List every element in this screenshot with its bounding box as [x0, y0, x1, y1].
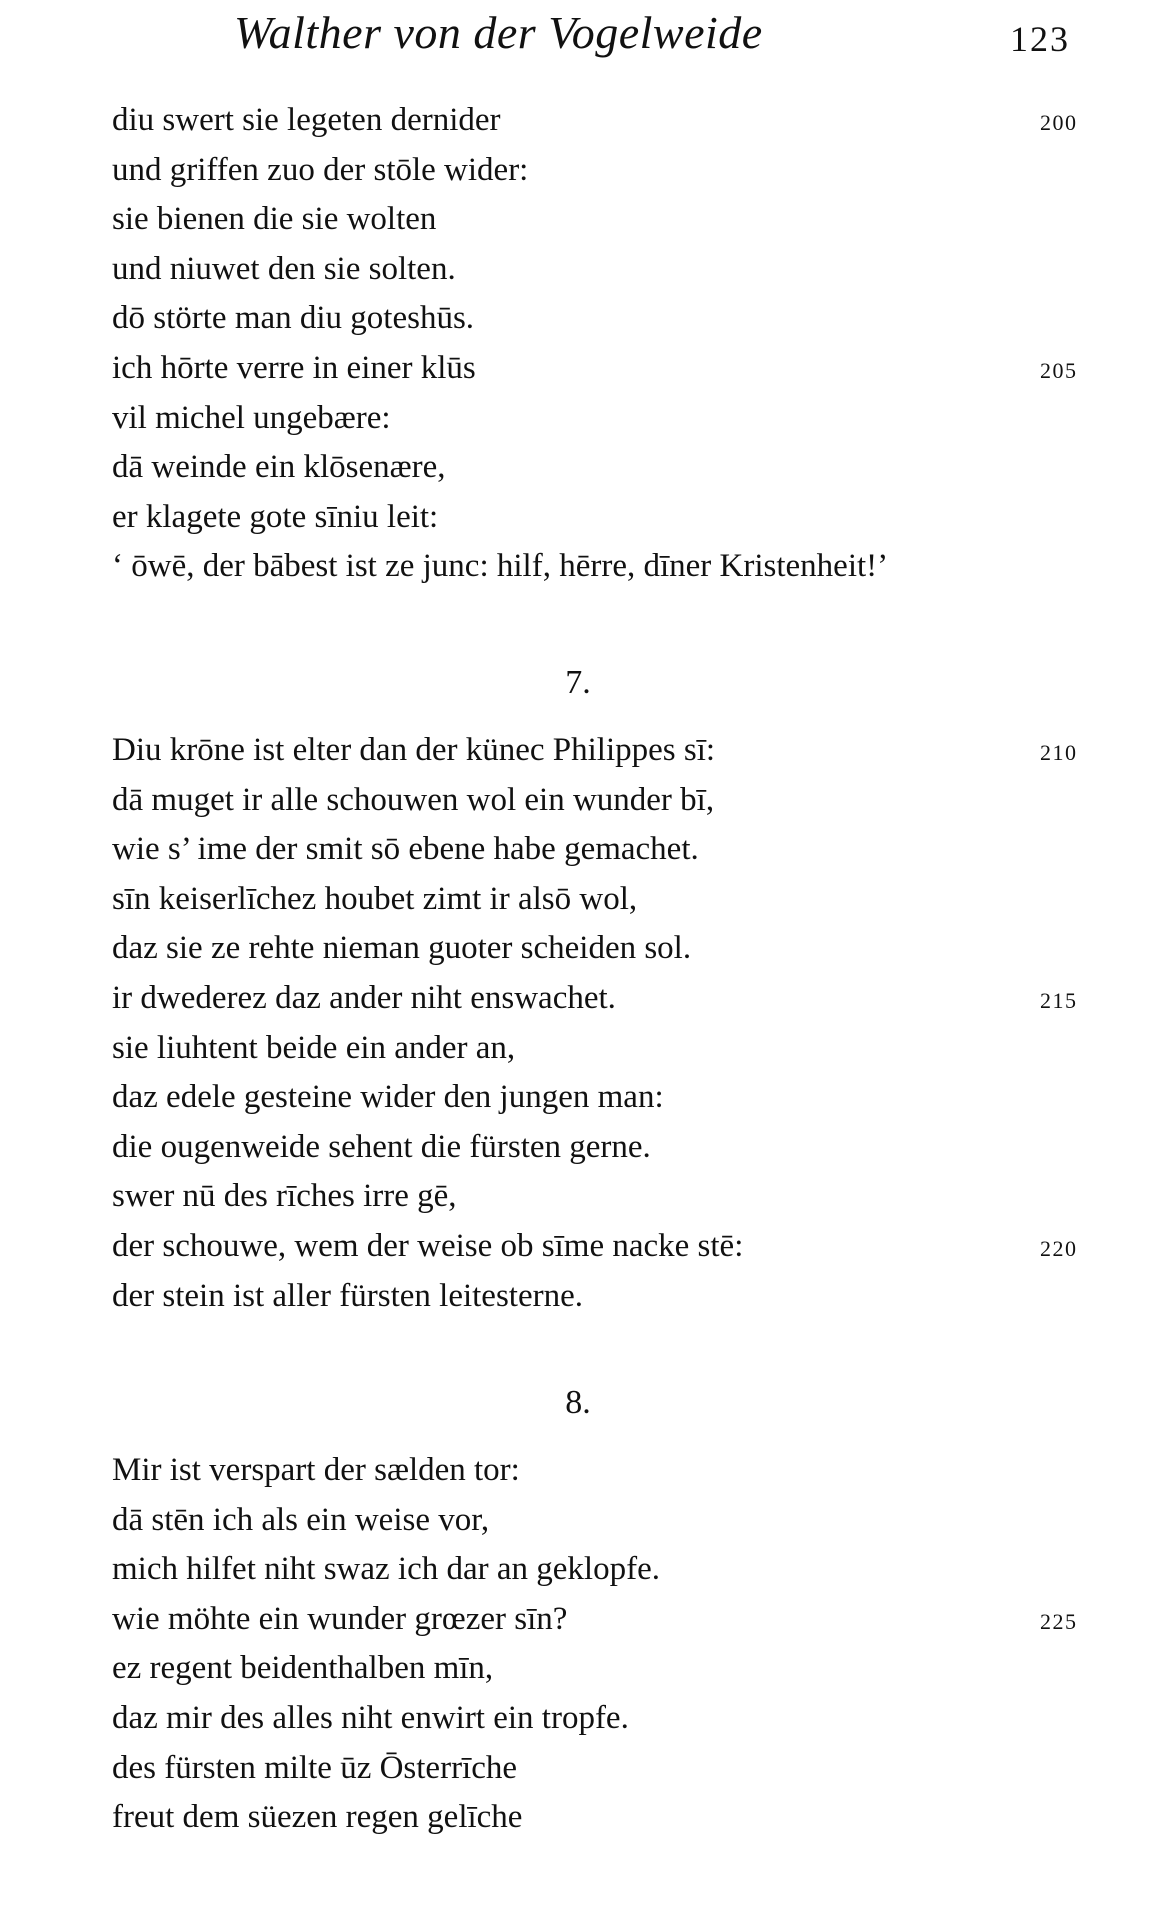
- verse-text: wie s’ ime der smit sō ebene habe gemachet.: [112, 831, 699, 868]
- verse-line: [112, 1793, 1102, 1843]
- verse-line: [112, 776, 1102, 826]
- stanza-continued: [112, 96, 1102, 592]
- verse-text: dō störte man diu goteshūs.: [112, 300, 475, 337]
- verse-line: [112, 1694, 1102, 1744]
- line-number: 205: [1040, 357, 1078, 383]
- verse-text: dā muget ir alle schouwen wol ein wunder bī,: [112, 781, 715, 818]
- verse-line: [112, 1446, 1102, 1496]
- verse-text: die ougenweide sehent die fürsten gerne.: [112, 1128, 651, 1165]
- verse-line: [112, 726, 1102, 776]
- verse-line: [112, 825, 1102, 875]
- verse-text: er klagete gote sīniu leit:: [112, 498, 439, 535]
- verse-text: swer nū des rīches irre gē,: [112, 1178, 457, 1215]
- verse-text: sie bienen die sie wolten: [112, 201, 437, 238]
- stanza-number: 8.: [565, 1384, 591, 1421]
- line-number: 215: [1040, 987, 1078, 1013]
- verse-text: diu swert sie legeten dernider: [112, 102, 501, 138]
- verse-line: [112, 1222, 1102, 1272]
- verse-line: [112, 493, 1102, 543]
- verse-text: Mir ist verspart der sælden tor:: [112, 1452, 520, 1488]
- verse-line: [112, 924, 1102, 974]
- verse-line: [112, 875, 1102, 925]
- line-number: 220: [1040, 1235, 1078, 1261]
- verse-line: [112, 1172, 1102, 1222]
- verse-line: [112, 1644, 1102, 1694]
- verse-line: [112, 394, 1102, 444]
- verse-text: freut dem süezen regen gelīche: [112, 1799, 523, 1836]
- verse-text: sie liuhtent beide ein ander an,: [112, 1029, 516, 1066]
- verse-line: [112, 1024, 1102, 1074]
- verse-text: und griffen zuo der stōle wider:: [112, 151, 529, 188]
- line-number: 200: [1040, 110, 1078, 135]
- verse-text: dā weinde ein klōsenære,: [112, 449, 446, 486]
- verse-line: [112, 542, 1102, 592]
- verse-text: ir dwederez daz ander niht enswachet.: [112, 979, 616, 1016]
- verse-line: [112, 1595, 1102, 1645]
- verse-text: daz sie ze rehte nieman guoter scheiden sol.: [112, 930, 692, 967]
- page-number: 123: [1010, 19, 1070, 59]
- verse-line: [112, 96, 1102, 146]
- verse-text: wie möhte ein wunder grœzer sīn?: [112, 1600, 568, 1637]
- verse-text: dā stēn ich als ein weise vor,: [112, 1501, 490, 1538]
- verse-text: sīn keiserlīchez houbet zimt ir alsō wol,: [112, 880, 638, 917]
- stanza-7: [112, 726, 1102, 1321]
- verse-line: [112, 1272, 1102, 1322]
- verse-text: daz mir des alles niht enwirt ein tropfe.: [112, 1699, 629, 1736]
- verse-line: [112, 443, 1102, 493]
- verse-line: [112, 1545, 1102, 1595]
- verse-text: des fürsten milte ūz Ōsterrīche: [112, 1749, 518, 1786]
- verse-line: [112, 1744, 1102, 1794]
- running-title: Walther von der Vogelweide: [234, 7, 763, 58]
- verse-text: vil michel ungebære:: [112, 399, 391, 436]
- stanza-8: [112, 1446, 1102, 1843]
- verse-line: [112, 1496, 1102, 1546]
- verse-text: daz edele gesteine wider den jungen man:: [112, 1079, 664, 1116]
- stanza-number: 7.: [565, 664, 591, 701]
- line-number: 210: [1040, 740, 1078, 765]
- verse-text: ich hōrte verre in einer klūs: [112, 349, 476, 386]
- verse-text: ‘ ōwē, der bābest ist ze junc: hilf, hērre, dīner Kristenheit!’: [112, 548, 889, 585]
- verse-text: und niuwet den sie solten.: [112, 250, 456, 287]
- verse-line: [112, 245, 1102, 295]
- verse-text: mich hilfet niht swaz ich dar an geklopfe.: [112, 1551, 660, 1588]
- verse-text: der schouwe, wem der weise ob sīme nacke stē:: [112, 1227, 744, 1264]
- line-number: 225: [1040, 1608, 1078, 1634]
- verse-line: [112, 344, 1102, 394]
- verse-text: Diu krōne ist elter dan der künec Philippes sī:: [112, 732, 716, 768]
- verse-line: [112, 1073, 1102, 1123]
- verse-text: der stein ist aller fürsten leitesterne.: [112, 1277, 583, 1314]
- verse-line: [112, 1123, 1102, 1173]
- verse-line: [112, 974, 1102, 1024]
- verse-text: ez regent beidenthalben mīn,: [112, 1650, 494, 1687]
- verse-line: [112, 294, 1102, 344]
- verse-line: [112, 195, 1102, 245]
- verse-line: [112, 146, 1102, 196]
- page-header: [0, 6, 1156, 64]
